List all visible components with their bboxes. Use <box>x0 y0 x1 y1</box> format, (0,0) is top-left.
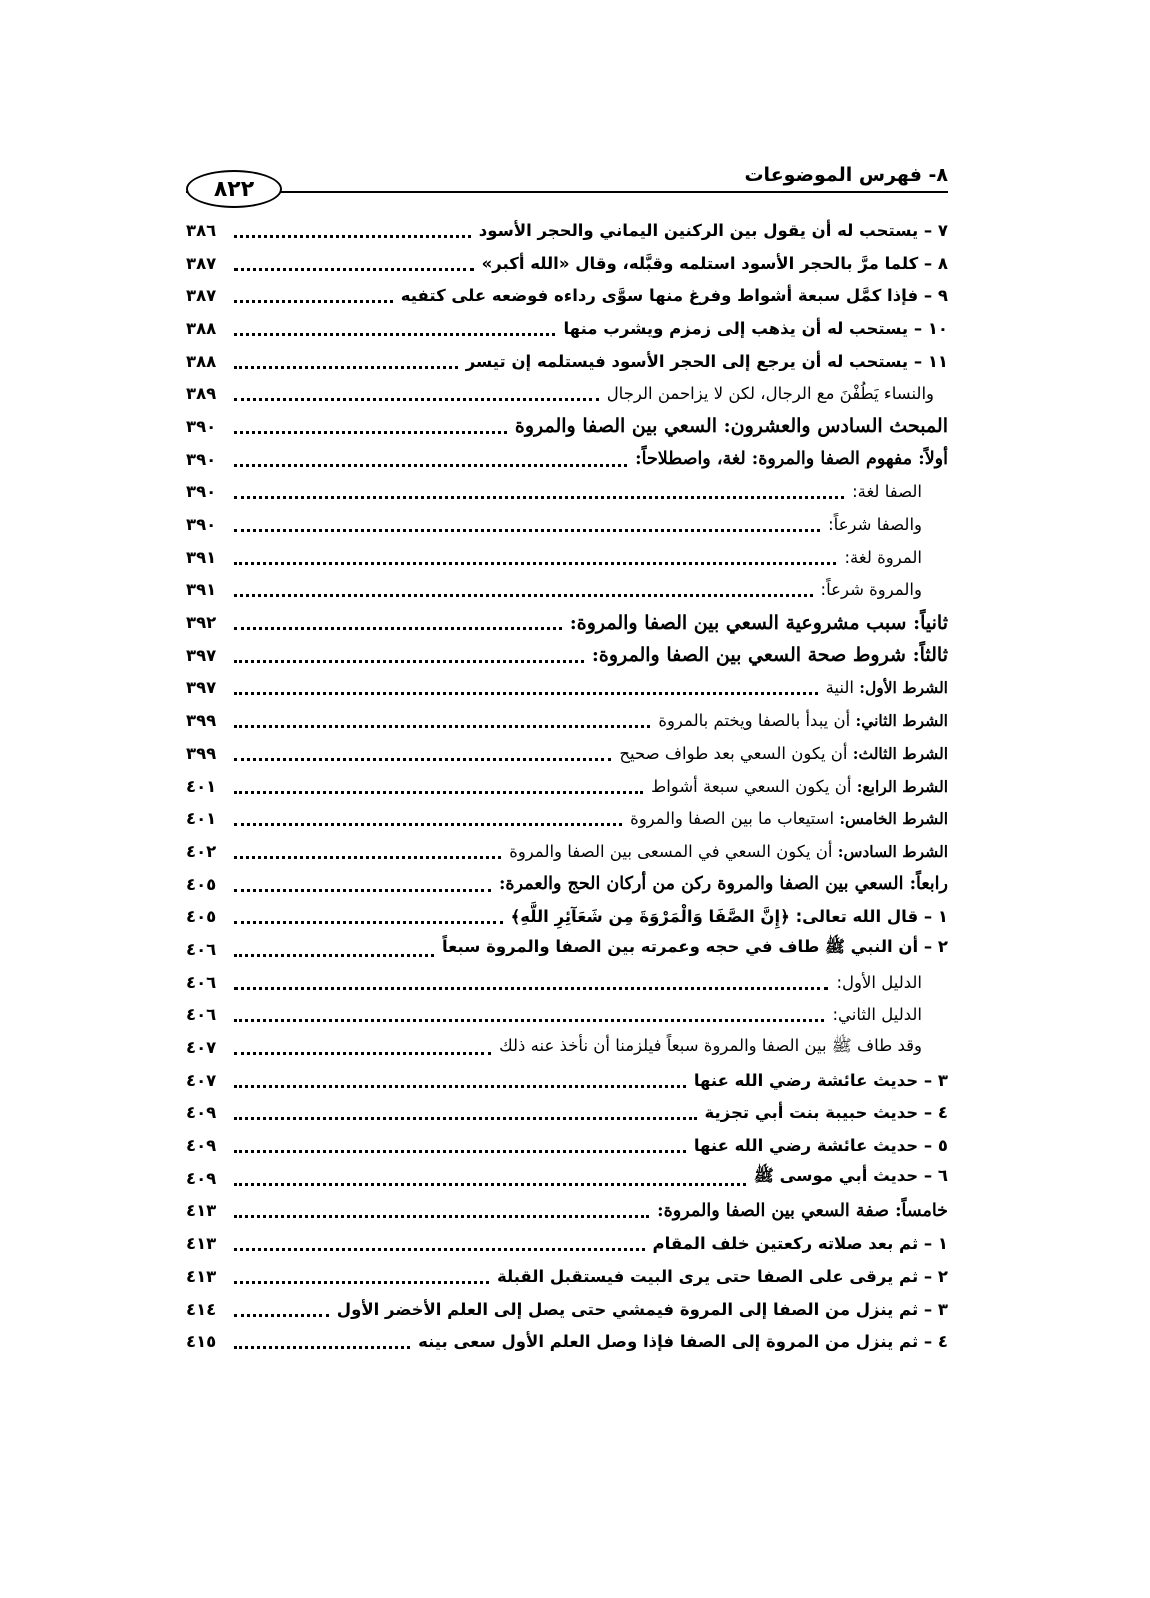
toc-entry-title: ٣ – حديث عائشة رضي الله عنها <box>693 1070 948 1090</box>
dot-leader <box>234 464 627 467</box>
dot-leader <box>234 1019 824 1022</box>
toc-entry-title: المروة لغة: <box>844 547 922 567</box>
dot-leader <box>234 987 828 990</box>
dot-leader <box>234 431 507 434</box>
toc-entry-page: ٤٠٦ <box>186 1005 217 1025</box>
condition-text: أن يكون السعي بعد طواف صحيح <box>619 743 848 763</box>
toc-entry-page: ٤٠١ <box>186 776 217 796</box>
toc-entry-title: الصفا لغة: <box>852 482 922 502</box>
toc-entry-page: ٤٠٧ <box>186 1038 217 1058</box>
toc-entry-title: ٦ – حديث أبي موسى ﷺ <box>753 1166 948 1186</box>
toc-entry-page: ٣٩٠ <box>186 482 217 502</box>
dot-leader <box>234 562 836 565</box>
condition-label: الشرط الرابع: <box>856 776 948 796</box>
toc-entry <box>186 410 948 443</box>
toc-entry-title: المبحث السادس والعشرون: السعي بين الصفا والمروة <box>514 415 948 438</box>
dot-leader <box>234 366 458 369</box>
toc-entry-title: ١٠ – يستحب له أن يذهب إلى زمزم ويشرب منها <box>563 318 948 338</box>
toc-entry-page: ٣٨٦ <box>186 220 217 240</box>
toc-entry-page: ٣٩٧ <box>186 678 217 698</box>
toc-entry <box>186 737 948 770</box>
toc-entry <box>186 999 948 1032</box>
dot-leader <box>234 235 471 238</box>
toc-entry <box>186 1195 948 1228</box>
toc-entry-page: ٣٨٨ <box>186 351 217 371</box>
toc-entry-page: ٤١٤ <box>186 1299 217 1319</box>
toc-entry-title: أولاً: مفهوم الصفا والمروة: لغة، واصطلاحاً: <box>635 449 948 470</box>
toc-entry <box>186 377 948 410</box>
toc-entry <box>186 247 948 280</box>
condition-text: أن يبدأ بالصفا ويختم بالمروة <box>658 711 851 731</box>
toc-entry-title: ١ – ثم بعد صلاته ركعتين خلف المقام <box>652 1234 948 1254</box>
condition-label: الشرط الثاني: <box>855 711 948 731</box>
toc-entry <box>186 1097 948 1130</box>
toc-entry <box>186 279 948 312</box>
condition-text: أن يكون السعي في المسعى بين الصفا والمروة <box>509 841 833 861</box>
dot-leader <box>234 594 813 597</box>
toc-entry-title: ٤ – حديث حبيبة بنت أبي تجزية <box>704 1103 948 1123</box>
toc-entry <box>186 476 948 509</box>
toc-entry <box>186 1064 948 1097</box>
toc-entry <box>186 1129 948 1162</box>
toc-entry <box>186 868 948 901</box>
dot-leader <box>234 692 818 695</box>
toc-entry-page: ٤٠٩ <box>186 1103 217 1123</box>
toc-entry <box>186 672 948 705</box>
dot-leader <box>234 791 643 794</box>
toc-entry-page: ٣٩١ <box>186 547 217 567</box>
toc-entry-title <box>650 711 948 730</box>
toc-entry-page: ٤٠٩ <box>186 1136 217 1156</box>
toc-entry-page: ٣٨٩ <box>186 384 217 404</box>
condition-label: الشرط الثالث: <box>852 743 948 763</box>
toc-entry <box>186 639 948 672</box>
toc-entry <box>186 214 948 247</box>
toc-entry <box>186 312 948 345</box>
condition-label: الشرط الخامس: <box>839 809 948 829</box>
dot-leader <box>234 660 584 663</box>
toc-entry-page: ٣٩٢ <box>186 613 217 633</box>
toc-entry-title: والنساء يَطُفْنَ مع الرجال، لكن لا يزاحمن الرجال <box>606 384 934 404</box>
toc-entry-page: ٤٠٥ <box>186 874 217 894</box>
toc-entry-page: ٣٩١ <box>186 580 217 600</box>
dot-leader <box>234 823 622 826</box>
toc-entry-title <box>501 842 948 861</box>
toc-entry-page: ٤٠٦ <box>186 939 217 959</box>
dot-leader <box>234 1346 410 1349</box>
toc-entry-page: ٣٩٩ <box>186 711 217 731</box>
dot-leader <box>234 300 393 303</box>
dot-leader <box>234 1052 491 1055</box>
toc-entry-page: ٤٠٢ <box>186 841 217 861</box>
header-rule <box>186 191 948 193</box>
table-of-contents <box>186 214 948 1358</box>
dot-leader <box>234 333 555 336</box>
toc-entry-page: ٣٩٠ <box>186 449 217 469</box>
toc-entry <box>186 1031 948 1064</box>
toc-entry <box>186 443 948 476</box>
dot-leader <box>234 1215 649 1218</box>
toc-entry <box>186 345 948 378</box>
toc-entry-title: الدليل الثاني: <box>832 1005 922 1025</box>
toc-entry <box>186 1227 948 1260</box>
dot-leader <box>234 1117 697 1120</box>
condition-text: النية <box>825 678 854 698</box>
condition-text: استيعاب ما بين الصفا والمروة <box>630 809 835 829</box>
toc-entry-page: ٤٠٩ <box>186 1168 217 1188</box>
toc-entry-title: ٢ – ثم يرقى على الصفا حتى يرى البيت فيستقبل القبلة <box>496 1266 948 1286</box>
toc-entry-title: الدليل الأول: <box>836 972 922 992</box>
toc-entry <box>186 1293 948 1326</box>
dot-leader <box>234 856 501 859</box>
toc-entry-title <box>611 744 948 763</box>
dot-leader <box>234 1085 686 1088</box>
dot-leader <box>234 1183 746 1186</box>
dot-leader <box>234 725 650 728</box>
toc-entry-page: ٤١٣ <box>186 1201 217 1221</box>
toc-entry-page: ٤٠٥ <box>186 907 217 927</box>
toc-entry-title: والمروة شرعاً: <box>820 580 922 600</box>
toc-entry-title: وقد طاف ﷺ بين الصفا والمروة سبعاً فيلزمنا أن نأخذ عنه ذلك <box>499 1035 922 1055</box>
toc-entry-page: ٤٠٧ <box>186 1070 217 1090</box>
toc-entry-page: ٣٩٠ <box>186 515 217 535</box>
dot-leader <box>234 529 820 532</box>
toc-entry <box>186 508 948 541</box>
toc-entry <box>186 802 948 835</box>
toc-entry-page: ٣٩٩ <box>186 743 217 763</box>
dot-leader <box>234 627 562 630</box>
toc-entry-title: ٣ – ثم ينزل من الصفا إلى المروة فيمشي حتى يصل إلى العلم الأخضر الأول <box>336 1299 948 1319</box>
dot-leader <box>234 921 503 924</box>
toc-entry-title: ٧ – يستحب له أن يقول بين الركنين اليماني والحجر الأسود <box>478 220 948 240</box>
toc-entry <box>186 770 948 803</box>
toc-entry <box>186 704 948 737</box>
toc-entry-page: ٤١٣ <box>186 1234 217 1254</box>
toc-entry-title <box>622 809 948 828</box>
page-number-badge: ٨٢٢ <box>186 170 282 208</box>
toc-entry-page: ٤٠١ <box>186 809 217 829</box>
toc-entry-title: ٤ – ثم ينزل من المروة إلى الصفا فإذا وصل العلم الأول سعى بينه <box>418 1332 948 1352</box>
toc-entry <box>186 1325 948 1358</box>
toc-entry-title: ثالثاً: شروط صحة السعي بين الصفا والمروة: <box>591 644 948 667</box>
toc-entry-page: ٣٨٧ <box>186 286 217 306</box>
dot-leader <box>234 758 611 761</box>
toc-entry <box>186 574 948 607</box>
dot-leader <box>234 398 599 401</box>
dot-leader <box>234 268 474 271</box>
toc-entry <box>186 966 948 999</box>
dot-leader <box>234 1314 329 1317</box>
toc-entry <box>186 1260 948 1293</box>
toc-entry-title: ٩ – فإذا كمَّل سبعة أشواط وفرغ منها سوَّى رداءه فوضعه على كتفيه <box>400 286 948 306</box>
toc-entry-page: ٤١٣ <box>186 1266 217 1286</box>
toc-entry-title: ٨ – كلما مرَّ بالحجر الأسود استلمه وقبَّله، وقال «الله أكبر» <box>481 253 948 273</box>
toc-entry-page: ٣٨٧ <box>186 253 217 273</box>
toc-entry <box>186 541 948 574</box>
toc-entry-title: ٥ – حديث عائشة رضي الله عنها <box>693 1136 948 1156</box>
toc-entry-title: رابعاً: السعي بين الصفا والمروة ركن من أركان الحج والعمرة: <box>498 874 948 895</box>
dot-leader <box>234 496 844 499</box>
dot-leader <box>234 1150 686 1153</box>
dot-leader <box>234 1248 645 1251</box>
toc-entry-page: ٤١٥ <box>186 1332 217 1352</box>
section-title: ٨- فهرس الموضوعات <box>744 164 948 186</box>
toc-entry-page: ٤٠٦ <box>186 972 217 992</box>
toc-entry-title: خامساً: صفة السعي بين الصفا والمروة: <box>657 1200 948 1221</box>
page-header <box>186 148 948 206</box>
toc-entry <box>186 835 948 868</box>
toc-entry-title: ١ – قال الله تعالى: ﴿إِنَّ الصَّفَا وَالْمَرْوَةَ مِن شَعَآئِرِ اللَّهِ﴾ <box>510 907 948 927</box>
toc-entry-title: والصفا شرعاً: <box>828 515 922 535</box>
toc-entry <box>186 606 948 639</box>
toc-entry-title <box>643 777 948 796</box>
toc-entry-title: ٢ – أن النبي ﷺ طاف في حجه وعمرته بين الصفا والمروة سبعاً <box>441 937 948 957</box>
toc-entry-page: ٣٩٠ <box>186 416 217 436</box>
dot-leader <box>234 954 434 957</box>
condition-label: الشرط السادس: <box>837 841 948 861</box>
toc-entry-page: ٣٨٨ <box>186 318 217 338</box>
toc-entry-title: ثانياً: سبب مشروعية السعي بين الصفا والمروة: <box>569 611 948 634</box>
dot-leader <box>234 889 491 892</box>
condition-label: الشرط الأول: <box>859 678 948 698</box>
dot-leader <box>234 1281 489 1284</box>
toc-entry-page: ٣٩٧ <box>186 645 217 665</box>
toc-entry <box>186 900 948 933</box>
toc-entry <box>186 1162 948 1195</box>
toc-entry-title <box>818 678 948 697</box>
toc-entry-title: ١١ – يستحب له أن يرجع إلى الحجر الأسود فيستلمه إن تيسر <box>465 351 948 371</box>
condition-text: أن يكون السعي سبعة أشواط <box>650 776 852 796</box>
toc-entry <box>186 933 948 966</box>
